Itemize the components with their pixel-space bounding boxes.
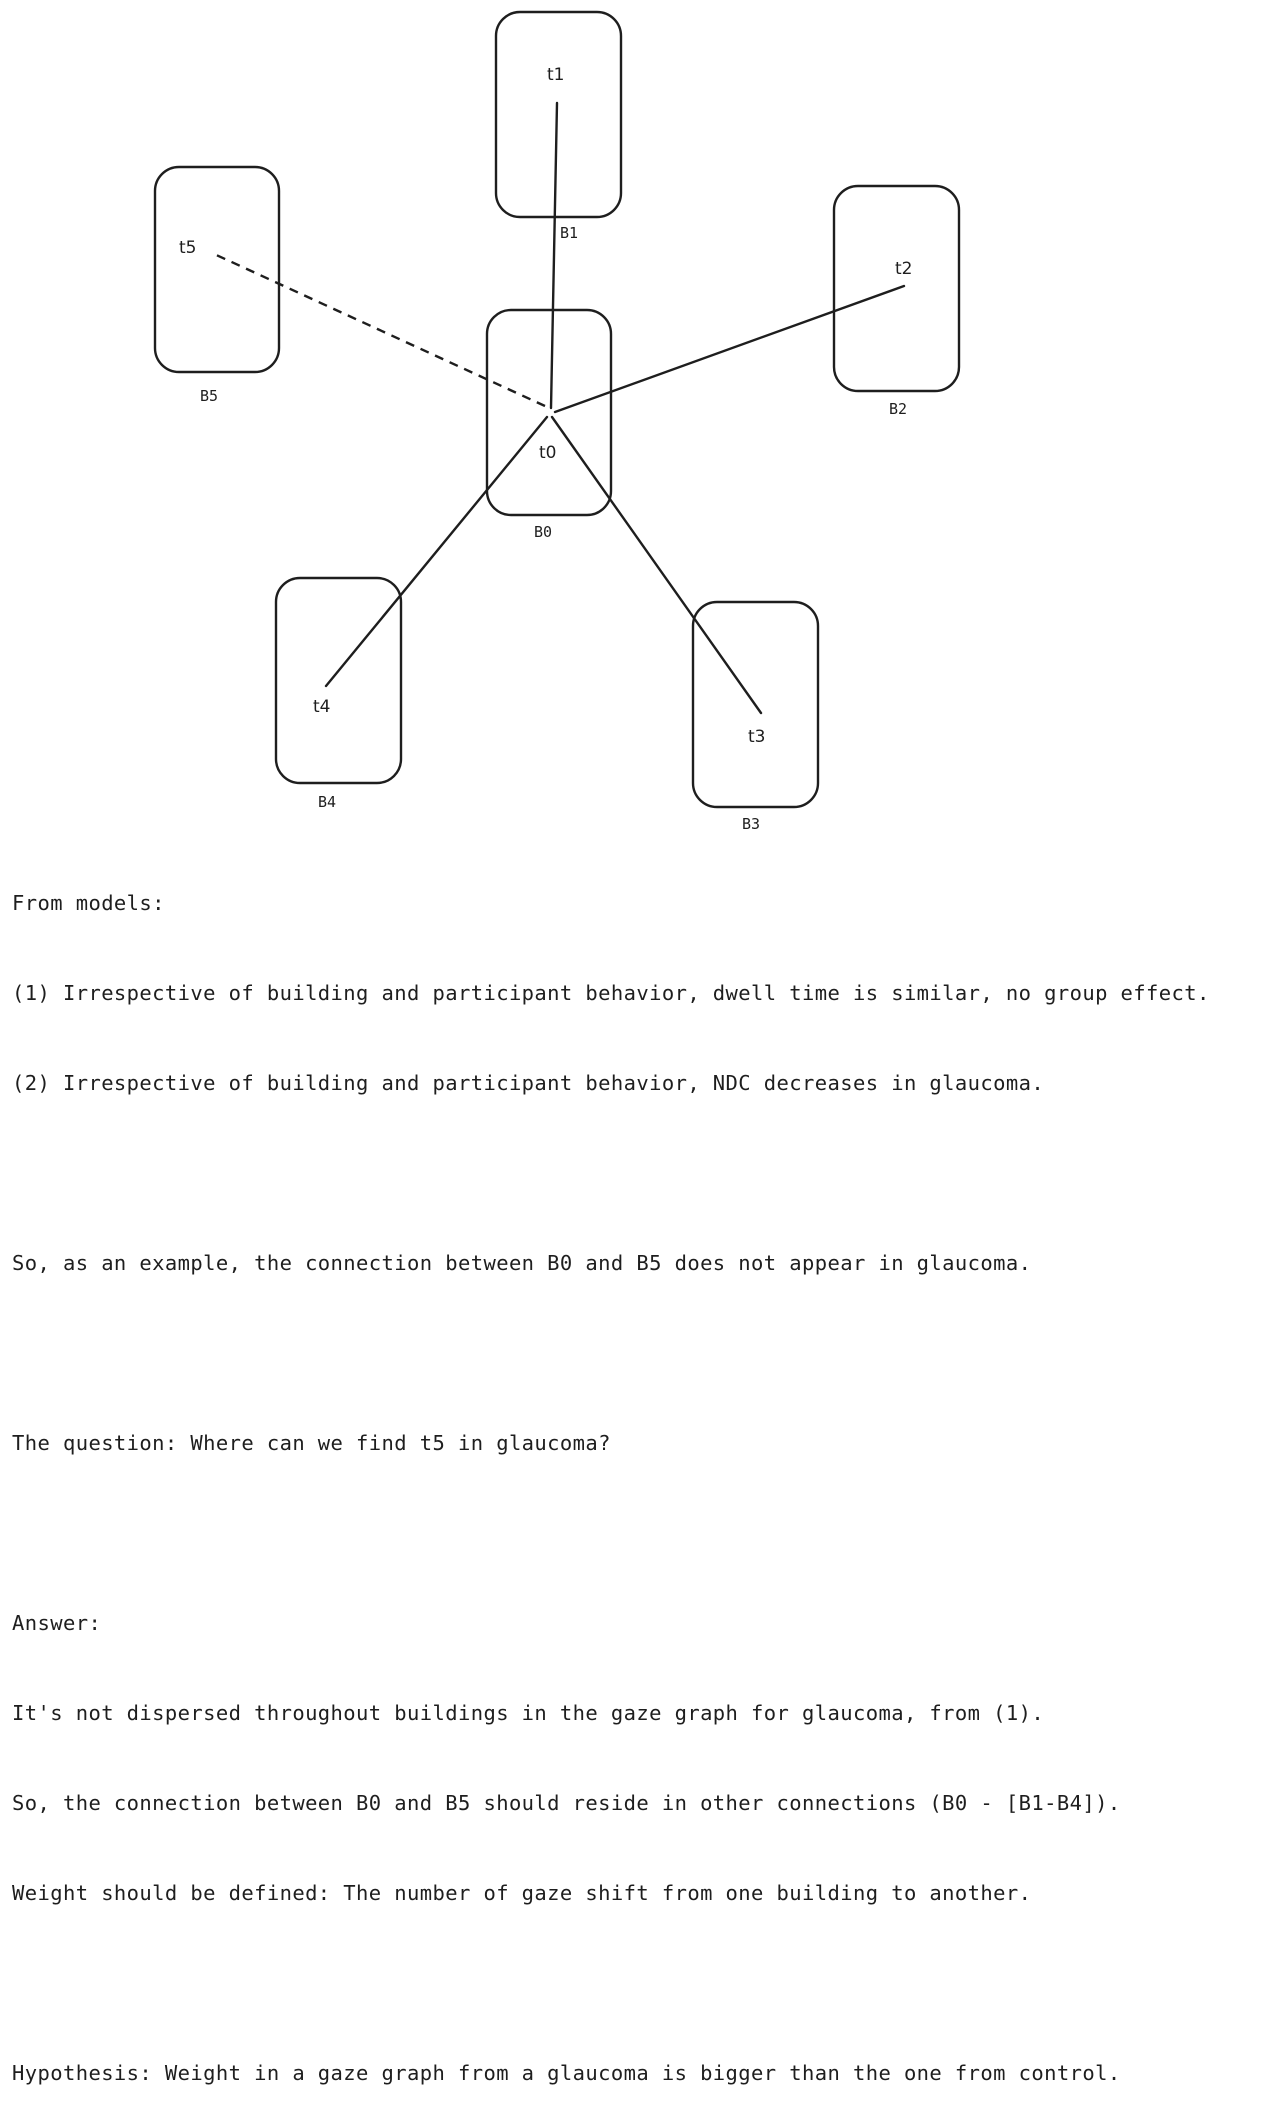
- notes-answer-line-3: Weight should be defined: The number of gaze shift from one building to another.: [12, 1881, 1032, 1905]
- building-label-b3: B3: [742, 815, 761, 830]
- edge-t0-t1: [551, 103, 557, 408]
- building-box-b1: [496, 12, 621, 217]
- notes-model-finding-2: (2) Irrespective of building and participant behavior, NDC decreases in glaucoma.: [12, 1071, 1045, 1095]
- notes-spacer: [12, 1158, 1257, 1188]
- notes-question: The question: Where can we find t5 in glaucoma?: [12, 1431, 611, 1455]
- building-box-b0: [487, 310, 611, 515]
- point-label-t2: t2: [895, 259, 913, 279]
- building-label-b0: B0: [534, 523, 553, 541]
- building-label-b4: B4: [318, 793, 337, 811]
- edge-t0-t5-dashed: [212, 253, 545, 406]
- edge-t0-t2: [555, 286, 904, 412]
- building-box-b4: [276, 578, 401, 783]
- notes-spacer: [12, 1338, 1257, 1368]
- notes-answer-line-2: So, the connection between B0 and B5 should reside in other connections (B0 - [B1-B4]).: [12, 1791, 1121, 1815]
- point-label-t5: t5: [179, 238, 197, 258]
- edge-t0-t3: [552, 417, 761, 713]
- notes-answer-heading: Answer:: [12, 1611, 102, 1635]
- edge-t0-t4: [326, 417, 547, 686]
- point-label-t0: t0: [539, 443, 557, 463]
- notes-spacer: [12, 1518, 1257, 1548]
- notes-model-finding-1: (1) Irrespective of building and participant behavior, dwell time is similar, no group effect.: [12, 981, 1210, 1005]
- building-box-b5: [155, 167, 279, 372]
- notes-answer-line-1: It's not dispersed throughout buildings in the gaze graph for glaucoma, from (1).: [12, 1701, 1045, 1725]
- point-label-t4: t4: [313, 697, 331, 717]
- gaze-graph-diagram: [0, 0, 1265, 830]
- point-label-t3: t3: [748, 727, 766, 747]
- notes-hypothesis: Hypothesis: Weight in a gaze graph from a glaucoma is bigger than the one from control.: [12, 2061, 1121, 2085]
- point-label-t1: t1: [547, 65, 565, 85]
- building-label-b1: B1: [560, 224, 579, 242]
- notes-text-block: [12, 828, 1257, 2118]
- building-label-b5: B5: [200, 387, 219, 405]
- building-label-b2: B2: [889, 400, 908, 418]
- notes-heading: From models:: [12, 891, 165, 915]
- notes-example: So, as an example, the connection between B0 and B5 does not appear in glaucoma.: [12, 1251, 1032, 1275]
- notes-spacer: [12, 1968, 1257, 1998]
